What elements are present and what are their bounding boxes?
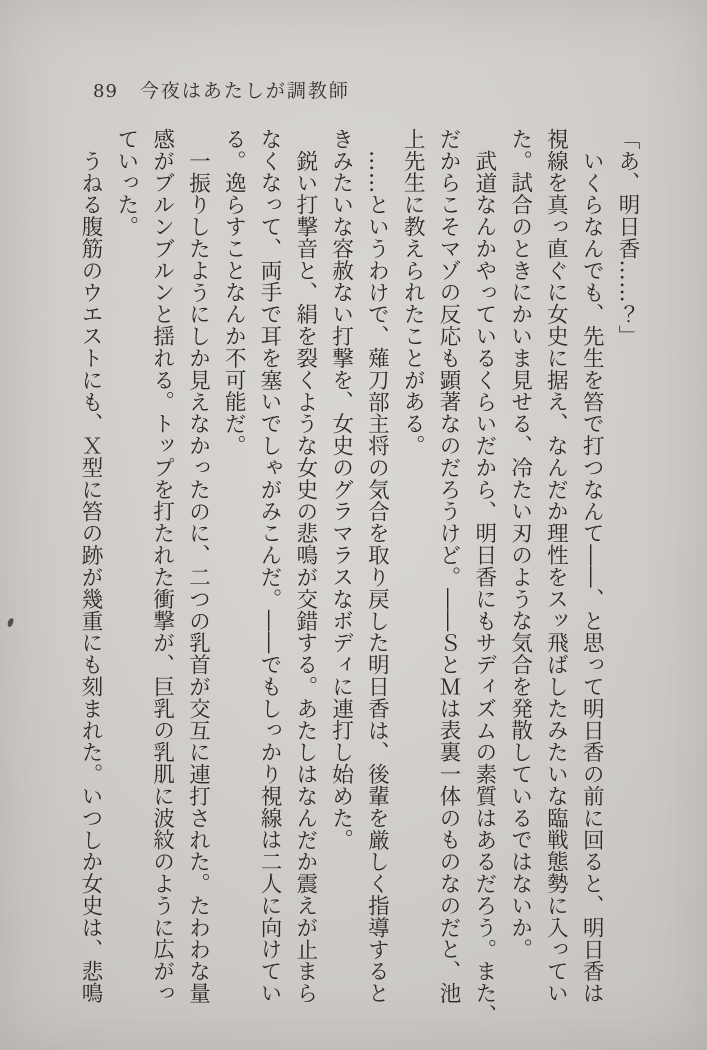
text-column: 一振りしたようにしか見えなかったのに、二つの乳首が交互に連打された。たわわな量	[185, 149, 211, 1004]
running-head	[93, 76, 350, 103]
text-column: きみたいな容赦ない打撃を、女史のグラマラスなボディに連打し始めた。	[328, 128, 354, 851]
text-column: ていった。	[113, 128, 139, 238]
text-column: なくなって、両手で耳を塞いでしゃがみこんだ。――でもしっかり視線は二人に向けてい	[257, 128, 283, 1004]
text-column: いくらなんでも、先生を笞で打つなんて――、と思って明日香の前に回ると、明日香は	[579, 149, 605, 1004]
text-column: だからこそマゾの反応も顕著なのだろうけど。――ＳとＭは表裏一体のものなのだと、池	[436, 128, 462, 1004]
text-column: 感がブルンブルンと揺れる。トップを打たれた衝撃が、巨乳の乳肌に波紋のように広がっ	[149, 128, 175, 1004]
text-column: 視線を真っ直ぐに女史に据え、なんだか理性をスッ飛ばしたみたいな臨戦態勢に入ってい	[543, 128, 569, 1004]
text-column: 「あ、明日香……？」	[615, 128, 640, 347]
page-number: 89	[93, 81, 118, 102]
text-column: ……というわけで、薙刀部主将の気合を取り戻した明日香は、後輩を厳しく指導すると	[364, 149, 390, 1004]
text-column: 武道なんかやっているくらいだから、明日香にもサディズムの素質はあるだろう。また、	[471, 149, 497, 1026]
text-column: た。試合のときにかいま見せる、冷たい刃のような気合を発散しているではないか。	[507, 128, 533, 961]
chapter-title: 今夜はあたしが調教師	[139, 80, 350, 102]
ink-speck	[7, 617, 15, 627]
text-column: 上先生に教えられたことがある。	[400, 128, 426, 457]
text-column: うねる腹筋のウエストにも、Ｘ型に笞の跡が幾重にも刻まれた。いつしか女史は、悲鳴	[78, 149, 104, 1004]
text-column: る。逸らすことなんか不可能だ。	[221, 128, 247, 457]
body-text	[72, 128, 645, 1026]
text-column: 鋭い打撃音と、絹を裂くような女史の悲鳴が交錯する。あたしはなんだか震えが止まら	[292, 149, 318, 1004]
